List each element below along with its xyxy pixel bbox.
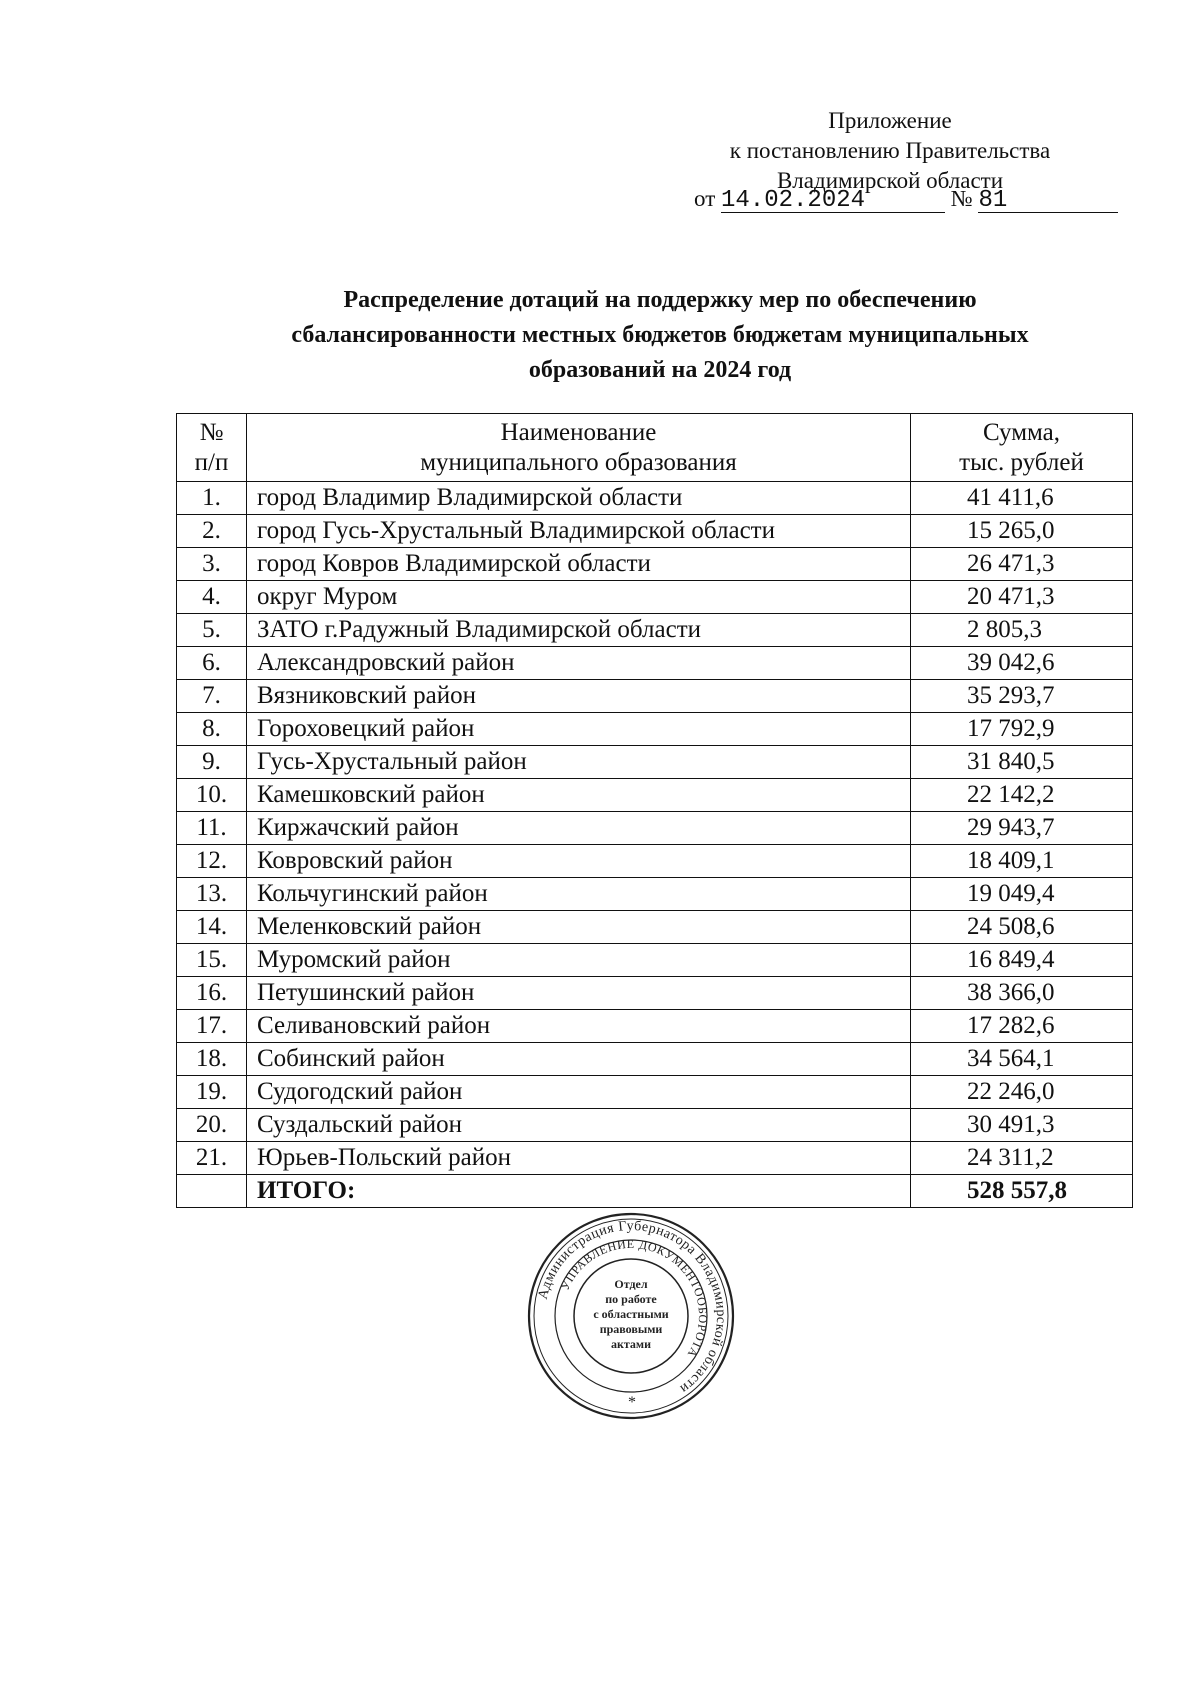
- row-num: 17.: [177, 1010, 247, 1043]
- row-num: 4.: [177, 581, 247, 614]
- table-body: [177, 482, 1133, 1175]
- stamp-inner-text: УПРАВЛЕНИЕ ДОКУМЕНТООБОРОТА: [557, 1236, 711, 1361]
- table-row: [177, 1076, 1133, 1109]
- row-name: Муромский район: [247, 944, 911, 977]
- row-name: Юрьев-Польский район: [247, 1142, 911, 1175]
- row-sum: 29 943,7: [911, 812, 1133, 845]
- table-row: [177, 515, 1133, 548]
- appendix-line: Приложение: [828, 108, 952, 133]
- row-name: Киржачский район: [247, 812, 911, 845]
- row-name: город Гусь-Хрустальный Владимирской области: [247, 515, 911, 548]
- row-sum: 22 246,0: [911, 1076, 1133, 1109]
- header-num-line: №: [199, 418, 224, 446]
- total-num-cell: [177, 1175, 247, 1208]
- table-row: [177, 1010, 1133, 1043]
- row-sum: 38 366,0: [911, 977, 1133, 1010]
- row-name: Кольчугинский район: [247, 878, 911, 911]
- header-name: [247, 414, 911, 482]
- row-name: Ковровский район: [247, 845, 911, 878]
- header-name-line: Наименование: [500, 418, 657, 446]
- number-field: [978, 188, 1118, 213]
- resolution-date: 14.02.2024: [721, 187, 866, 214]
- row-sum: 41 411,6: [911, 482, 1133, 515]
- stamp-star: *: [628, 1394, 636, 1411]
- header-sum-line: тыс. рублей: [959, 448, 1084, 476]
- row-sum: 16 849,4: [911, 944, 1133, 977]
- header-num: [177, 414, 247, 482]
- row-name: Вязниковский район: [247, 680, 911, 713]
- row-name: округ Муром: [247, 581, 911, 614]
- row-sum: 17 792,9: [911, 713, 1133, 746]
- subsidy-table: [176, 413, 1133, 1208]
- table-row: [177, 581, 1133, 614]
- table-row: [177, 482, 1133, 515]
- row-sum: 17 282,6: [911, 1010, 1133, 1043]
- row-sum: 24 311,2: [911, 1142, 1133, 1175]
- table-row: [177, 878, 1133, 911]
- row-sum: 22 142,2: [911, 779, 1133, 812]
- stamp-center-line: правовыми: [599, 1322, 663, 1336]
- table-row: [177, 548, 1133, 581]
- row-name: город Ковров Владимирской области: [247, 548, 911, 581]
- stamp-center-line: с областными: [593, 1307, 669, 1321]
- row-name: Камешковский район: [247, 779, 911, 812]
- row-num: 12.: [177, 845, 247, 878]
- row-sum: 20 471,3: [911, 581, 1133, 614]
- table-row: [177, 812, 1133, 845]
- header-sum-line: Сумма,: [982, 418, 1061, 446]
- row-name: Петушинский район: [247, 977, 911, 1010]
- row-num: 8.: [177, 713, 247, 746]
- row-num: 13.: [177, 878, 247, 911]
- row-num: 16.: [177, 977, 247, 1010]
- row-num: 5.: [177, 614, 247, 647]
- row-name: Гороховецкий район: [247, 713, 911, 746]
- row-sum: 26 471,3: [911, 548, 1133, 581]
- row-sum: 15 265,0: [911, 515, 1133, 548]
- table-row: [177, 614, 1133, 647]
- stamp-center-line: Отдел: [614, 1277, 648, 1291]
- row-num: 3.: [177, 548, 247, 581]
- date-field: [721, 188, 945, 213]
- row-num: 7.: [177, 680, 247, 713]
- row-name: Селивановский район: [247, 1010, 911, 1043]
- row-num: 1.: [177, 482, 247, 515]
- title-line: Распределение дотаций на поддержку мер по обеспечению: [343, 287, 977, 313]
- table-row: [177, 680, 1133, 713]
- title-line: сбалансированности местных бюджетов бюджетам муниципальных: [291, 322, 1029, 348]
- table-row: [177, 1142, 1133, 1175]
- row-sum: 2 805,3: [911, 614, 1133, 647]
- appendix-line: Владимирской области: [776, 168, 1004, 193]
- row-num: 10.: [177, 779, 247, 812]
- table-row: [177, 977, 1133, 1010]
- row-sum: 19 049,4: [911, 878, 1133, 911]
- appendix-header: [690, 106, 1090, 196]
- row-name: Суздальский район: [247, 1109, 911, 1142]
- row-sum: 34 564,1: [911, 1043, 1133, 1076]
- table-row: [177, 746, 1133, 779]
- official-stamp: [526, 1211, 736, 1421]
- row-num: 11.: [177, 812, 247, 845]
- row-num: 6.: [177, 647, 247, 680]
- table-row: [177, 944, 1133, 977]
- number-prefix: №: [950, 186, 973, 211]
- title-line: образований на 2024 год: [528, 357, 792, 383]
- stamp-center-line: актами: [610, 1337, 652, 1351]
- row-num: 21.: [177, 1142, 247, 1175]
- row-sum: 24 508,6: [911, 911, 1133, 944]
- total-row: [177, 1175, 1133, 1208]
- row-name: Александровский район: [247, 647, 911, 680]
- table-row: [177, 911, 1133, 944]
- header-num-line: п/п: [194, 448, 229, 476]
- resolution-date-number: [694, 186, 1118, 213]
- header-sum: [911, 414, 1133, 482]
- resolution-number: 81: [978, 187, 1008, 214]
- table-row: [177, 1043, 1133, 1076]
- stamp-outer-text: Администрация Губернатора Владимирской области: [535, 1218, 729, 1397]
- table-row: [177, 647, 1133, 680]
- table-row: [177, 1109, 1133, 1142]
- row-name: Меленковский район: [247, 911, 911, 944]
- table-row: [177, 713, 1133, 746]
- row-num: 20.: [177, 1109, 247, 1142]
- table-header-row: [177, 414, 1133, 482]
- row-name: Гусь-Хрустальный район: [247, 746, 911, 779]
- row-sum: 18 409,1: [911, 845, 1133, 878]
- document-title: [200, 283, 1120, 388]
- row-sum: 35 293,7: [911, 680, 1133, 713]
- row-sum: 30 491,3: [911, 1109, 1133, 1142]
- row-name: ЗАТО г.Радужный Владимирской области: [247, 614, 911, 647]
- row-num: 19.: [177, 1076, 247, 1109]
- row-num: 14.: [177, 911, 247, 944]
- header-name-line: муниципального образования: [420, 448, 737, 476]
- row-name: город Владимир Владимирской области: [247, 482, 911, 515]
- row-sum: 39 042,6: [911, 647, 1133, 680]
- row-num: 15.: [177, 944, 247, 977]
- total-label: ИТОГО:: [247, 1175, 911, 1208]
- total-sum: 528 557,8: [911, 1175, 1133, 1208]
- row-num: 2.: [177, 515, 247, 548]
- stamp-center-line: по работе: [605, 1292, 657, 1306]
- row-num: 9.: [177, 746, 247, 779]
- table-row: [177, 779, 1133, 812]
- appendix-line: к постановлению Правительства: [729, 138, 1051, 163]
- row-name: Судогодский район: [247, 1076, 911, 1109]
- date-prefix: от: [694, 186, 716, 211]
- row-sum: 31 840,5: [911, 746, 1133, 779]
- table-row: [177, 845, 1133, 878]
- row-num: 18.: [177, 1043, 247, 1076]
- row-name: Собинский район: [247, 1043, 911, 1076]
